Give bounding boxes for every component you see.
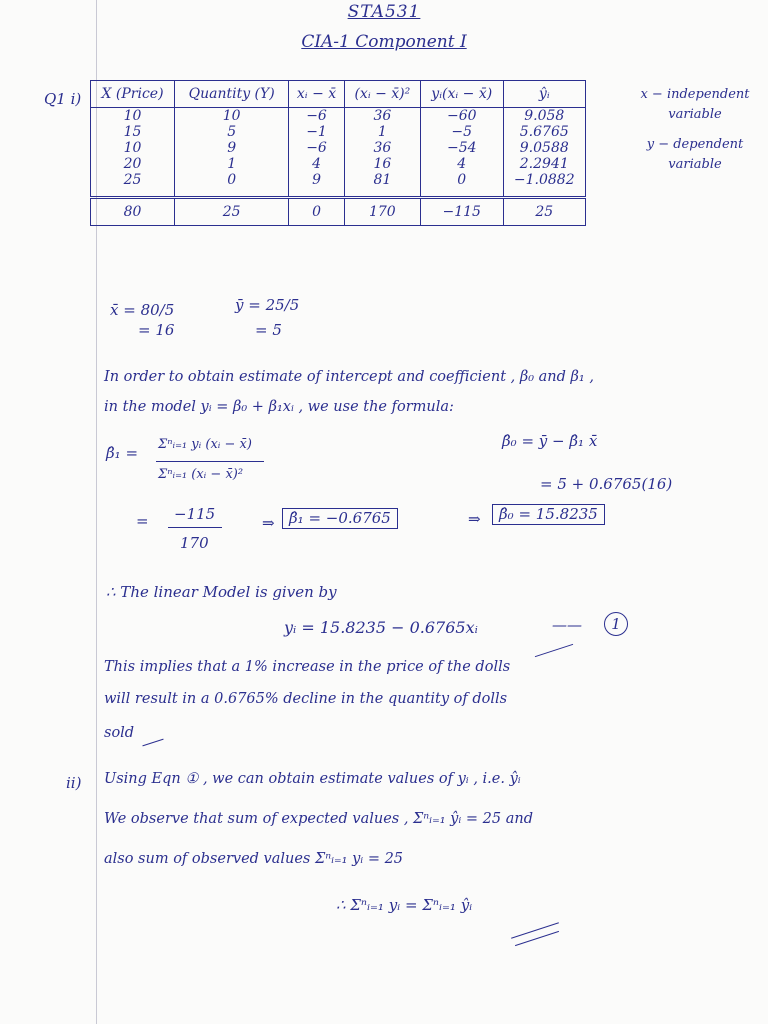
table-cell: −5 [420,124,503,140]
equation-number [604,612,628,636]
beta0-substitution: = 5 + 0.6765(16) [540,475,673,493]
course-code: STA531 [347,2,421,22]
part-2-conclusion: ∴ Σⁿᵢ₌₁ yᵢ = Σⁿᵢ₌₁ ŷᵢ [336,896,473,914]
table-cell: 9 [175,140,289,156]
table-cell: 2.2941 [503,156,585,172]
total-cell: 80 [91,198,175,226]
beta1-fraction-bar [156,461,264,462]
model-equation: yᵢ = 15.8235 − 0.6765xᵢ [284,618,478,637]
table-cell: −1.0882 [503,172,585,198]
table-cell: 1 [175,156,289,172]
table-cell: −60 [420,108,503,125]
question-label: Q1 i) [44,90,82,108]
ybar-formula: ȳ = 25/5 [235,296,300,314]
col-header: X (Price) [91,81,175,108]
note-variable-2: variable [668,157,722,172]
beta1-equals: = [136,512,149,530]
table-header-row [91,81,586,108]
intro-line-2: in the model yᵢ = β₀ + β₁xᵢ , we use the formula: [104,399,454,415]
beta1-numerator-value: −115 [174,505,216,523]
part-2-line-3: also sum of observed values Σⁿᵢ₌₁ yᵢ = 25 [104,851,404,867]
col-header: xᵢ − x̄ [289,81,344,108]
table-cell: 36 [344,108,420,125]
beta1-numerator: Σⁿᵢ₌₁ yᵢ (xᵢ − x̄) [158,437,252,452]
xbar-value: = 16 [138,321,175,339]
table-row [91,140,586,156]
note-y-dependent: y − dependent [646,137,744,152]
beta1-value-fraction-bar [168,527,222,528]
equation-number-circle: 1 [604,612,628,636]
total-cell: 170 [344,198,420,226]
part-2-label: ii) [66,774,82,792]
beta1-denominator-value: 170 [180,534,209,552]
total-cell: −115 [420,198,503,226]
table-cell: 9.0588 [503,140,585,156]
computation-table [90,80,586,226]
table-cell: 4 [289,156,344,172]
beta1-label: β̂₁ = [106,444,139,462]
beta1-denominator: Σⁿᵢ₌₁ (xᵢ − x̄)² [158,467,244,482]
table-cell: 0 [175,172,289,198]
table-cell: 81 [344,172,420,198]
table-cell: 15 [91,124,175,140]
interpretation-line-2: will result in a 0.6765% decline in the quantity of dolls [104,691,508,707]
interpretation-line-1: This implies that a 1% increase in the price of the dolls [104,659,511,675]
table-cell: 10 [91,140,175,156]
note-x-independent: x − independent [640,87,750,102]
table-cell: 9 [289,172,344,198]
note-variable-1: variable [668,107,722,122]
beta1-result: β̂₁ = −0.6765 [282,508,398,529]
part-2-line-1: Using Eqn ① , we can obtain estimate values of yᵢ , i.e. ŷᵢ [104,771,521,787]
intro-line-1: In order to obtain estimate of intercept and coefficient , β₀ and β₁ , [104,369,594,385]
table-cell: −1 [289,124,344,140]
table-cell: 25 [91,172,175,198]
underline-mark [535,644,573,657]
table-totals-row [91,198,586,226]
table-cell: −6 [289,140,344,156]
table-cell: 16 [344,156,420,172]
table-cell: −6 [289,108,344,125]
xbar-formula: x̄ = 80/5 [110,301,175,319]
component-title: CIA-1 Component I [301,32,467,52]
final-underline-1 [511,922,559,938]
table-cell: 5.6765 [503,124,585,140]
table-cell: −54 [420,140,503,156]
beta1-implies-arrow: ⇒ [262,514,275,532]
table-cell: 1 [344,124,420,140]
total-cell: 25 [175,198,289,226]
beta0-implies-arrow: ⇒ [468,510,481,528]
total-cell: 25 [503,198,585,226]
table-cell: 5 [175,124,289,140]
col-header: (xᵢ − x̄)² [344,81,420,108]
table-row [91,172,586,198]
beta0-formula: β̂₀ = ȳ − β̂₁ x̄ [502,432,598,450]
total-cell: 0 [289,198,344,226]
table-row [91,124,586,140]
table-cell: 36 [344,140,420,156]
table-row [91,156,586,172]
model-dash: —— [552,616,582,634]
table-row [91,108,586,125]
model-intro: ∴ The linear Model is given by [106,583,337,601]
table-cell: 0 [420,172,503,198]
table-cell: 10 [175,108,289,125]
interpretation-line-3: sold [104,725,135,741]
beta0-result: β̂₀ = 15.8235 [492,504,605,525]
table-cell: 20 [91,156,175,172]
table-cell: 9.058 [503,108,585,125]
end-mark [142,739,163,747]
col-header: ŷᵢ [503,81,585,108]
col-header: yᵢ(xᵢ − x̄) [420,81,503,108]
ybar-value: = 5 [255,321,282,339]
table-cell: 10 [91,108,175,125]
col-header: Quantity (Y) [175,81,289,108]
part-2-line-2: We observe that sum of expected values , Σⁿᵢ₌₁ ŷᵢ = 25 and [104,811,533,827]
table-cell: 4 [420,156,503,172]
